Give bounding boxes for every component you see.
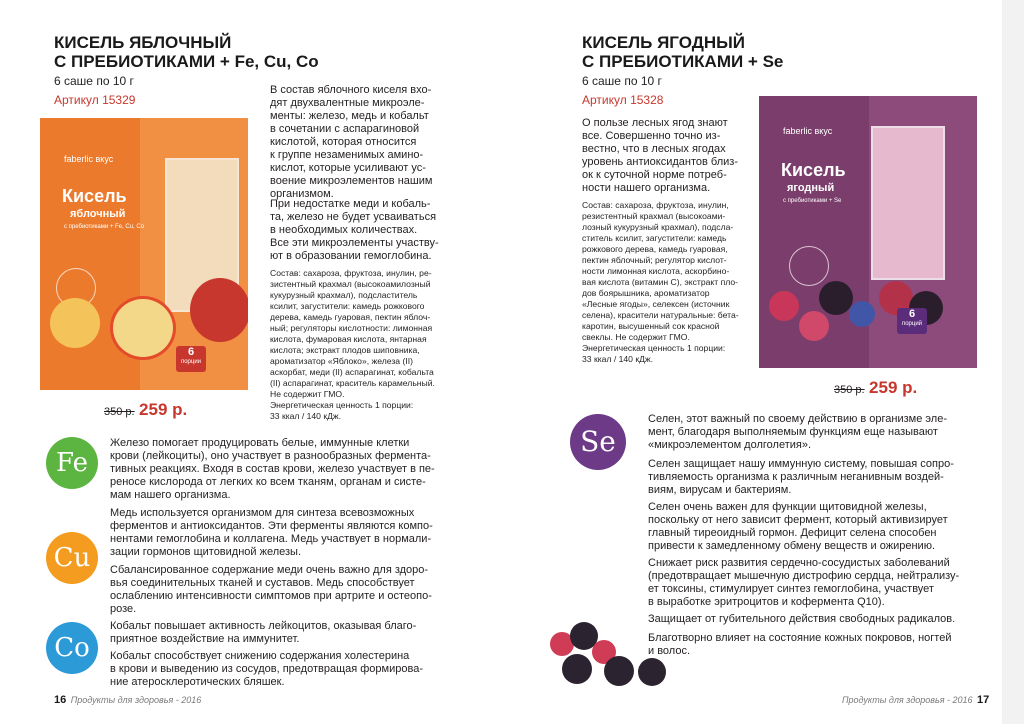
composition-line: рожкового дерева, камедь гуаровая,: [582, 244, 728, 254]
intro-line: При недостатке меди и кобаль-: [270, 198, 431, 210]
cu-element-icon: Cu: [46, 532, 98, 584]
subtitle-berry: 6 саше по 10 г: [582, 74, 662, 88]
fe-line: мам нашего организма.: [110, 489, 231, 501]
subtitle-apple: 6 саше по 10 г: [54, 74, 134, 88]
portions-badge: [176, 346, 206, 372]
package-seal-icon: [789, 246, 829, 286]
footer-text: Продукты для здоровья - 2016: [70, 695, 202, 705]
co-line: Кобальт повышает активность лейкоцитов, оказывая благо-: [110, 620, 417, 632]
footer-right: [842, 690, 989, 708]
composition-line: лозный кукурузный крахмал), подсла-: [582, 222, 734, 232]
intro-line: уровень антиоксидантов близ-: [582, 156, 739, 168]
composition-line: резистентный крахмал (высокоами-: [582, 211, 726, 221]
intro-line: та, железо не будет усваиваться: [270, 211, 437, 223]
package-name-2: яблочный: [70, 208, 126, 220]
fe-element-icon: Fe: [46, 437, 98, 489]
portions-number: 6: [187, 346, 195, 358]
co-line: в крови и выведению из сосудов, предотвращая формирова-: [110, 663, 423, 675]
se-description-3: [648, 501, 978, 553]
composition-apple: [270, 268, 465, 422]
intro-line: Все эти микроэлементы участву-: [270, 237, 439, 249]
cu-description-2: [110, 564, 450, 616]
title-line-2: С ПРЕБИОТИКАМИ + Fe, Cu, Co: [54, 52, 319, 71]
composition-line: зистентный крахмал (высокоамилозный: [270, 279, 431, 289]
right-page: [512, 0, 1024, 724]
package-brand: faberlic вкус: [783, 126, 833, 136]
article-apple: Артикул 15329: [54, 93, 136, 107]
blackberries-image: [542, 618, 692, 698]
composition-line: вая кислота (витамин С), экстракт пло-: [582, 277, 739, 287]
title-line-1: КИСЕЛЬ ЯБЛОЧНЫЙ: [54, 33, 232, 52]
portions-label: порций: [901, 321, 923, 327]
intro-line: кислотой, которая относится: [270, 136, 417, 148]
composition-line: дов боярышника, ароматизатор: [582, 288, 710, 298]
composition-line: ститель ксилит, загустители: камедь: [582, 233, 727, 243]
cu-line: ослаблению интенсивности симптомов при артрите и остеопо-: [110, 590, 432, 602]
cu-line: Медь используется организмом для синтеза всевозможных: [110, 507, 415, 519]
price-new: 259 р.: [139, 400, 188, 419]
se-line: Селен защищает нашу иммунную систему, повышая сопро-: [648, 458, 954, 470]
se-line: и волос.: [648, 645, 691, 657]
se-description-4: [648, 557, 978, 609]
fe-line: Железо помогает продуцировать белые, иммунные клетки: [110, 437, 410, 449]
composition-line: ный; регуляторы кислотности: лимонная: [270, 323, 433, 333]
title-line-2: С ПРЕБИОТИКАМИ + Se: [582, 52, 784, 71]
footer-left: [54, 690, 201, 708]
co-line: приятное воздействие на иммунитет.: [110, 633, 300, 645]
intro-line: менты: железо, медь и кобальт: [270, 110, 429, 122]
composition-line: (II) аспарагинат, краситель карамельный.: [270, 378, 435, 388]
se-description-5: [648, 613, 978, 626]
se-line: мент, благодаря выполняемым функциям еще называют: [648, 426, 938, 438]
composition-line: кислота, фумаровая кислота, янтарная: [270, 334, 427, 344]
composition-line: кукурузный крахмал), подсластитель: [270, 290, 418, 300]
intro-line: вестно, что в лесных ягодах: [582, 143, 726, 155]
se-line: поскольку от него зависит фермент, который активизирует: [648, 514, 948, 526]
composition-line: «Лесные ягоды», селексен (источник: [582, 299, 730, 309]
co-description-2: [110, 650, 450, 689]
price-berry: [834, 378, 917, 398]
se-line: Снижает риск развития сердечно-сосудистых заболеваний: [648, 557, 950, 569]
cu-line: розе.: [110, 603, 137, 615]
product-title-berry: [582, 33, 902, 71]
composition-line: ароматизатор «Яблоко», железа (II): [270, 356, 413, 366]
intro-line: В состав яблочного киселя вхо-: [270, 84, 432, 96]
package-name-1: Кисель: [781, 160, 846, 180]
page-number: 16: [54, 694, 67, 706]
footer-text: Продукты для здоровья - 2016: [842, 695, 973, 705]
intro-line: ок к суточной норме потреб-: [582, 169, 727, 181]
intro-line: ности нашего организма.: [582, 182, 711, 194]
intro-line: в необходимых количествах.: [270, 224, 418, 236]
composition-line: свеклы. Не содержит ГМО.: [582, 332, 690, 342]
intro-line: кислот, которые усиливают ус-: [270, 162, 426, 174]
intro-line: в сочетании с аспарагиновой: [270, 123, 420, 135]
se-line: Селен очень важен для функции щитовидной железы,: [648, 501, 927, 513]
composition-line: Энергетическая ценность 1 порции:: [582, 343, 726, 353]
co-line: ние атеросклеротических бляшек.: [110, 676, 285, 688]
intro-line: к группе незаменимых амино-: [270, 149, 424, 161]
fe-description: [110, 437, 450, 502]
composition-line: кислота; экстракт плодов шиповника,: [270, 345, 420, 355]
se-line: главный тиреоидный гормон. Дефицит селена способен: [648, 527, 937, 539]
se-description-1: [648, 413, 978, 452]
glass-image: [871, 126, 945, 280]
price-old: 350 р.: [104, 406, 135, 418]
se-line: в выработке эритроцитов и кофермента Q10).: [648, 596, 885, 608]
cu-description-1: [110, 507, 450, 559]
berry-kissel-package: [759, 96, 977, 368]
se-line: виям, вирусам и бактериям.: [648, 484, 792, 496]
package-name-1: Кисель: [62, 186, 127, 206]
cu-line: Сбалансированное содержание меди очень важно для здоро-: [110, 564, 429, 576]
cu-line: зации гормонов щитовидной железы.: [110, 546, 302, 558]
package-line: с пребиотиками + Fe, Cu, Co: [64, 224, 145, 230]
co-line: Кобальт способствует снижению содержания холестерина: [110, 650, 410, 662]
composition-line: 33 ккал / 140 кДж.: [270, 411, 342, 421]
composition-line: ности лимонная кислота, аскорбино-: [582, 266, 730, 276]
berries-image: [769, 281, 959, 341]
product-title-apple: [54, 33, 374, 71]
se-line: Защищает от губительного действия свободных радикалов.: [648, 613, 956, 625]
package-name-2: ягодный: [787, 182, 835, 194]
co-element-icon: Co: [46, 622, 98, 674]
se-element-icon: Se: [570, 414, 626, 470]
composition-line: Состав: сахароза, фруктоза, инулин, ре-: [270, 268, 432, 278]
se-line: Благотворно влияет на состояние кожных покровов, ногтей: [648, 632, 952, 644]
composition-line: 33 ккал / 140 кДж.: [582, 354, 654, 364]
article-berry: Артикул 15328: [582, 93, 664, 107]
composition-line: селена), красители натуральные: бета-: [582, 310, 739, 320]
intro-line: О пользе лесных ягод знают: [582, 117, 728, 129]
composition-line: дерева, камедь гуаровая, пектин яблоч-: [270, 312, 431, 322]
intro2-apple: [270, 198, 450, 263]
composition-line: Энергетическая ценность 1 порции:: [270, 400, 414, 410]
intro-apple: [270, 84, 450, 201]
title-line-1: КИСЕЛЬ ЯГОДНЫЙ: [582, 33, 745, 52]
portions-badge: [897, 308, 927, 334]
package-line: с пребиотиками + Se: [783, 198, 842, 204]
apple-half-image: [110, 296, 176, 360]
composition-line: пектин яблочный; регулятор кислот-: [582, 255, 727, 265]
composition-line: каротин, высушенный сок красной: [582, 321, 720, 331]
portions-label: порции: [180, 359, 202, 365]
se-line: «микроэлементом долголетия».: [648, 439, 812, 451]
apple-kissel-package: [40, 118, 248, 390]
intro-berry: [582, 117, 752, 195]
composition-line: ксилит, загустители: камедь рожкового: [270, 301, 425, 311]
intro-line: все. Совершенно точно из-: [582, 130, 721, 142]
se-line: ет токсины, стимулирует синтез гемоглобина, участвует: [648, 583, 934, 595]
apple-whole-image: [190, 278, 248, 342]
cu-line: ферментов и антиоксидантов. Эти ферменты являются компо-: [110, 520, 433, 532]
cu-line: нентами гемоглобина и коллагена. Медь участвует в нормали-: [110, 533, 432, 545]
price-old: 350 р.: [834, 384, 865, 396]
portions-number: 6: [908, 308, 916, 320]
composition-line: Не содержит ГМО.: [270, 389, 345, 399]
composition-line: аскорбат, меди (II) аспарагинат, кобальта: [270, 367, 434, 377]
se-line: Селен, этот важный по своему действию в организме эле-: [648, 413, 947, 425]
co-description-1: [110, 620, 450, 646]
side-strip: [1002, 0, 1024, 724]
page-number: 17: [977, 694, 990, 706]
intro-line: организмом.: [270, 188, 334, 200]
fe-line: реносе кислорода от легких ко всем тканям, органам и систе-: [110, 476, 426, 488]
intro-line: дят двухвалентные микроэле-: [270, 97, 425, 109]
apple-slice-left-image: [50, 298, 100, 348]
cu-line: вья соединительных тканей и суставов. Медь способствует: [110, 577, 415, 589]
fe-line: тивных реакциях. Входя в состав крови, железо участвует в пе-: [110, 463, 435, 475]
intro-line: воение микроэлементов нашим: [270, 175, 433, 187]
se-description-6: [648, 632, 978, 658]
se-line: привести к замедленному обмену веществ и ожирению.: [648, 540, 935, 552]
package-brand: faberlic вкус: [64, 154, 114, 164]
se-line: (предотвращает мышечную дистрофию сердца, нейтрализу-: [648, 570, 960, 582]
se-description-2: [648, 458, 978, 497]
intro-line: ют в образовании гемоглобина.: [270, 250, 432, 262]
fe-line: крови (лейкоциты), оно участвует в разнообразных фермента-: [110, 450, 431, 462]
composition-line: Состав: сахароза, фруктоза, инулин,: [582, 200, 729, 210]
price-apple: [104, 400, 187, 420]
se-line: тивляемость организма к различным неганивным воздей-: [648, 471, 944, 483]
composition-berry: [582, 200, 762, 365]
price-new: 259 р.: [869, 378, 918, 397]
